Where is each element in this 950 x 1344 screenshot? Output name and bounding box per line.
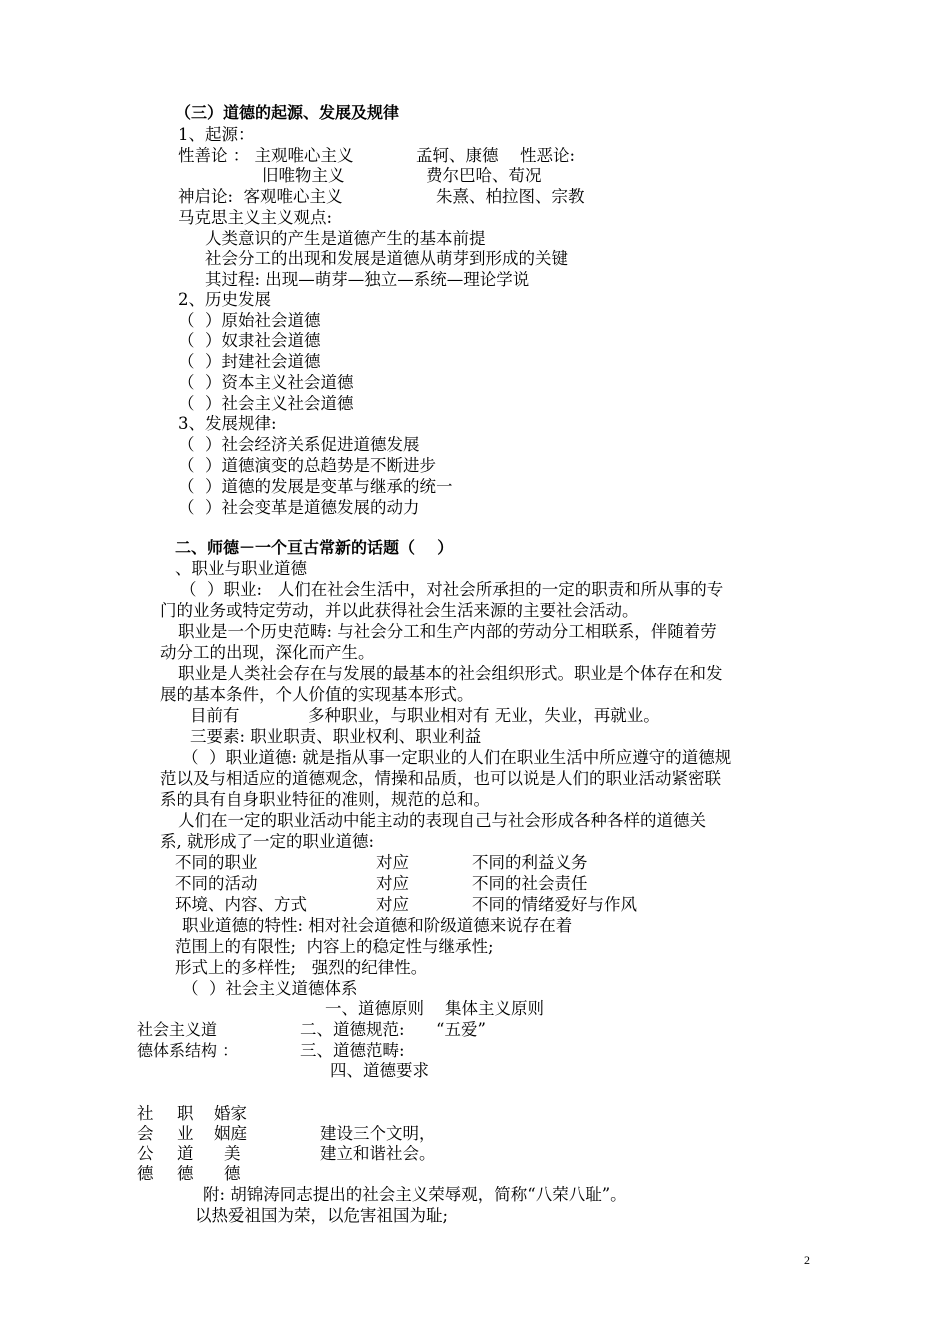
correspondence-right: 不同的情绪爱好与作风 (472, 895, 637, 914)
paragraph-job-history: 职业是一个历史范畴: 与社会分工和生产内部的劳动分工相联系，伴随着劳 (178, 622, 717, 641)
correspondence-right: 不同的社会责任 (472, 874, 588, 893)
history-item: （ ）资本主义社会道德 (178, 373, 354, 392)
ethics-traits-line: 范围上的有限性; 内容上的稳定性与继承性; (175, 937, 494, 956)
ethics-traits-line: 职业道德的特性: 相对社会道德和阶级道德来说存在着 (182, 916, 573, 935)
history-item: （ ）社会主义社会道德 (178, 394, 354, 413)
paragraph-relations: 系, 就形成了一定的职业道德: (160, 832, 375, 851)
paragraph-job-definition: （ ）职业: 人们在社会生活中，对社会所承担的一定的职责和所从事的专 (180, 580, 724, 599)
subsection-title: 、职业与职业道德 (175, 559, 307, 578)
law-title: 3、发展规律: (178, 414, 277, 433)
paragraph-relations: 人们在一定的职业活动中能主动的表现自己与社会形成各种各样的道德关 (178, 811, 706, 830)
ethics-traits-line: 形式上的多样性; 强烈的纪律性。 (175, 958, 428, 977)
correspondence-right: 不同的利益义务 (472, 853, 588, 872)
marxist-view-line: 人类意识的产生是道德产生的基本前提 (205, 229, 486, 248)
structure-label: 社会主义道 (137, 1020, 218, 1039)
law-item: （ ）社会经济关系促进道德发展 (178, 435, 420, 454)
law-item: （ ）道德的发展是变革与继承的统一 (178, 477, 453, 496)
origin-row-3-theory: 神启论: 客观唯心主义 (178, 187, 343, 206)
structure-label: 德体系结构 ： (137, 1041, 239, 1060)
structure-item: 四、道德要求 (330, 1061, 429, 1080)
civil-goal: 建设三个文明， (320, 1124, 436, 1143)
morality-col-social: 公 (137, 1144, 154, 1163)
appendix-note: 附: 胡锦涛同志提出的社会主义荣辱观，简称“八荣八耻”。 (203, 1185, 627, 1204)
morality-col-social: 社 (137, 1104, 154, 1123)
history-item: （ ）原始社会道德 (178, 311, 321, 330)
morality-col-family: 姻庭 (214, 1124, 247, 1143)
origin-row-1-theory: 性善论 ： 主观唯心主义 (178, 146, 354, 165)
morality-col-family: 婚家 (214, 1104, 247, 1123)
socialist-system-title: （ ）社会主义道德体系 (182, 979, 358, 998)
correspondence-mid: 对应 (376, 853, 409, 872)
section-two-heading: 二、师德－一个亘古常新的话题（ ） (175, 538, 454, 557)
correspondence-left: 环境、内容、方式 (175, 895, 307, 914)
correspondence-left: 不同的活动 (175, 874, 258, 893)
paragraph-job-basic: 展的基本条件，个人价值的实现基本形式。 (160, 685, 474, 704)
origin-row-2-theory: 旧唯物主义 (262, 166, 345, 185)
structure-item: 一、道德原则 集体主义原则 (325, 999, 544, 1018)
morality-col-family: 德 (224, 1164, 241, 1183)
correspondence-mid: 对应 (376, 895, 409, 914)
marxist-view-line: 社会分工的出现和发展是道德从萌芽到形成的关键 (205, 249, 568, 268)
marxist-view-line: 其过程: 出现—萌芽—独立—系统—理论学说 (205, 270, 530, 289)
paragraph-job-ethics: （ ）职业道德: 就是指从事一定职业的人们在职业生活中所应遵守的道德规 (182, 748, 732, 767)
page-number: 2 (804, 1253, 810, 1267)
origin-row-3-thinkers: 朱熹、柏拉图、宗教 (436, 187, 585, 206)
paragraph-job-definition: 门的业务或特定劳动，并以此获得社会生活来源的主要社会活动。 (160, 601, 639, 620)
morality-col-family: 美 (224, 1144, 241, 1163)
morality-col-job: 德 (177, 1164, 194, 1183)
origin-row-1-thinkers: 孟轲、康德 (416, 146, 499, 165)
correspondence-mid: 对应 (376, 874, 409, 893)
paragraph-job-ethics: 范以及与相适应的道德观念，情操和品质，也可以说是人们的职业活动紧密联 (160, 769, 721, 788)
history-item: （ ）封建社会道德 (178, 352, 321, 371)
structure-item: 三、道德范畴: (300, 1041, 405, 1060)
paragraph-job-history: 动分工的出现，深化而产生。 (160, 643, 375, 662)
current-jobs-text: 多种职业，与职业相对有 无业，失业，再就业。 (308, 706, 660, 725)
origin-row-2-thinkers: 费尔巴哈、荀况 (426, 166, 542, 185)
law-item: （ ）社会变革是道德发展的动力 (178, 498, 420, 517)
law-item: （ ）道德演变的总趋势是不断进步 (178, 456, 436, 475)
structure-item: 二、道德规范: “五爱” (300, 1020, 486, 1039)
current-jobs-label: 目前有 (190, 706, 240, 725)
origin-row-1-evil-theory: 性恶论: (520, 146, 576, 165)
morality-col-job: 职 (177, 1104, 194, 1123)
morality-col-job: 道 (177, 1144, 194, 1163)
civil-goal: 建立和谐社会。 (320, 1144, 436, 1163)
morality-col-social: 会 (137, 1124, 154, 1143)
history-item: （ ）奴隶社会道德 (178, 331, 321, 350)
three-elements: 三要素: 职业职责、职业权利、职业利益 (190, 727, 482, 746)
history-title: 2、历史发展 (178, 290, 271, 309)
paragraph-job-ethics: 系的具有自身职业特征的准则，规范的总和。 (160, 790, 490, 809)
paragraph-job-basic: 职业是人类社会存在与发展的最基本的社会组织形式。职业是个体存在和发 (178, 664, 723, 683)
section-three-heading: （三）道德的起源、发展及规律 (175, 103, 400, 122)
morality-col-social: 德 (137, 1164, 154, 1183)
origin-title: 1、起源： (178, 125, 255, 144)
correspondence-left: 不同的职业 (175, 853, 258, 872)
morality-col-job: 业 (177, 1124, 194, 1143)
honor-disgrace-item: 以热爱祖国为荣，以危害祖国为耻; (195, 1206, 449, 1225)
marxist-view-title: 马克思主义主义观点: (178, 208, 333, 227)
